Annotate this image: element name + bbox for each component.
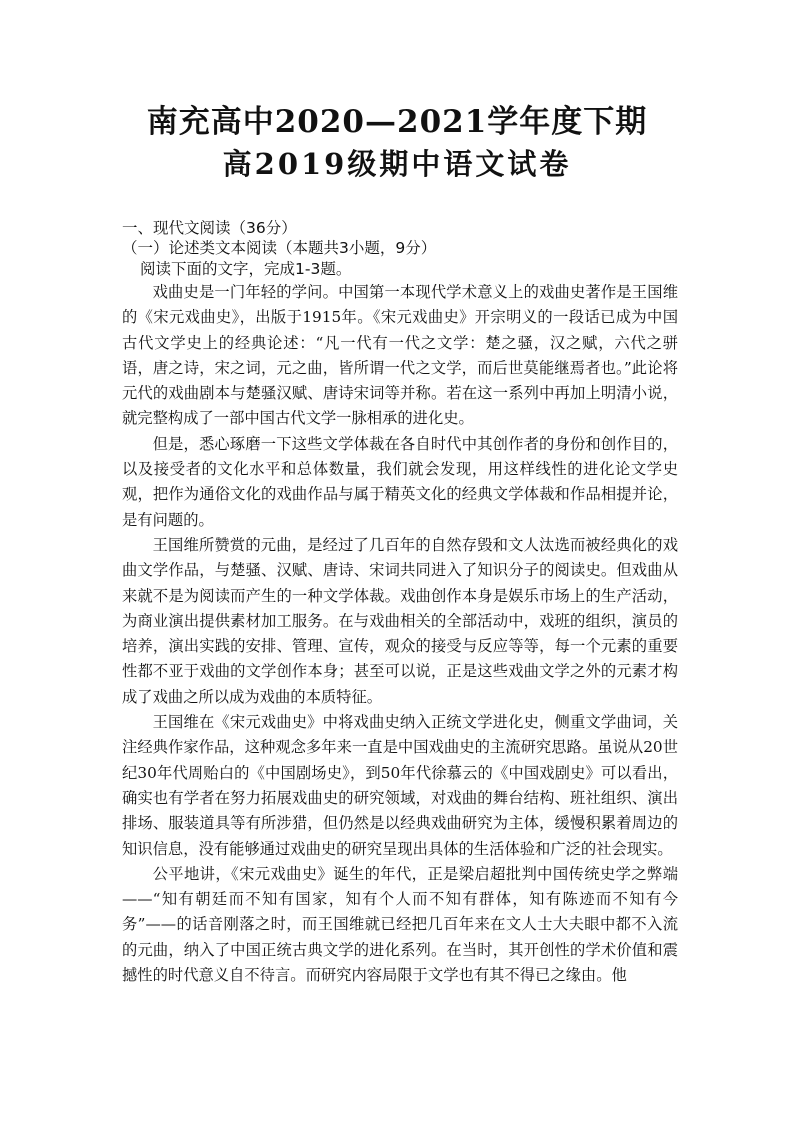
- section-heading: 一、现代文阅读（36分）: [122, 219, 297, 237]
- passage-paragraph-2: 但是，悉心琢磨一下这些文学体裁在各自时代中其创作者的身份和创作目的，以及接受者的文化水平和总体数量，我们就会发现，用这样线性的进化论文学史观，把作为通俗文化的戏曲作品与属于精英文化的经典文学体裁和作品相提并论，是有问题的。: [122, 434, 678, 529]
- passage-paragraph-3: 王国维所赞赏的元曲，是经过了几百年的自然存毁和文人汰选而被经典化的戏曲文学作品，与楚骚、汉赋、唐诗、宋词共同进入了知识分子的阅读史。但戏曲从来就不是为阅读而产生的一种文学体裁。戏曲创作本身是娱乐市场上的生产活动，为商业演出提供素材加工服务。在与戏曲相关的全部活动中，戏班的组织，演员的培养，演出实践的安排、管理、宣传，观众的接受与反应等等，每一个元素的重要性都不亚于戏曲的文学创作本身；甚至可以说，正是这些戏曲文学之外的元素才构成了戏曲之所以成为戏曲的本质特征。: [122, 535, 678, 706]
- exam-subtitle: 高2019级期中语文试卷: [222, 147, 572, 181]
- exam-title: 南充高中2020—2021学年度下期: [146, 104, 648, 140]
- passage-paragraph-1: 戏曲史是一门年轻的学问。中国第一本现代学术意义上的戏曲史著作是王国维的《宋元戏曲史》，出版于1915年。《宋元戏曲史》开宗明义的一段话已成为中国古代文学史上的经典论述：“凡一代有一代之文学：楚之骚，汉之赋，六代之骈语，唐之诗，宋之词，元之曲，皆所谓一代之文学，而后世莫能继焉者也。”此论将元代的戏曲剧本与楚骚汉赋、唐诗宋词等并称。若在这一系列中再加上明清小说，就完整构成了一部中国古代文学一脉相承的进化史。: [122, 283, 678, 428]
- passage-paragraph-5: 公平地讲，《宋元戏曲史》诞生的年代，正是梁启超批判中国传统史学之弊端——“知有朝廷而不知有国家，知有个人而不知有群体，知有陈迹而不知有今务”——的话音刚落之时，而王国维就已经把几百年来在文人士大夫眼中都不入流的元曲，纳入了中国正统古典文学的进化系列。在当时，其开创性的学术价值和震撼性的时代意义自不待言。而研究内容局限于文学也有其不得已之缘由。他: [122, 864, 678, 985]
- reading-passage: [122, 280, 678, 988]
- sub-section-heading: （一）论述类文本阅读（本题共3小题，9分）: [122, 239, 437, 257]
- passage-paragraph-4: 王国维在《宋元戏曲史》中将戏曲史纳入正统文学进化史，侧重文学曲词，关注经典作家作品，这种观念多年来一直是中国戏曲史的主流研究思路。虽说从20世纪30年代周贻白的《中国剧场史》，到50年代徐慕云的《中国戏剧史》可以看出，确实也有学者在努力拓展戏曲史的研究领域，对戏曲的舞台结构、班社组织、演出排场、服装道具等有所涉猎，但仍然是以经典戏曲研究为主体，缓慢积累着周边的知识信息，没有能够通过戏曲史的研究呈现出具体的生活体验和广泛的社会现实。: [122, 713, 678, 858]
- reading-instruction: 阅读下面的文字，完成1-3题。: [140, 260, 352, 278]
